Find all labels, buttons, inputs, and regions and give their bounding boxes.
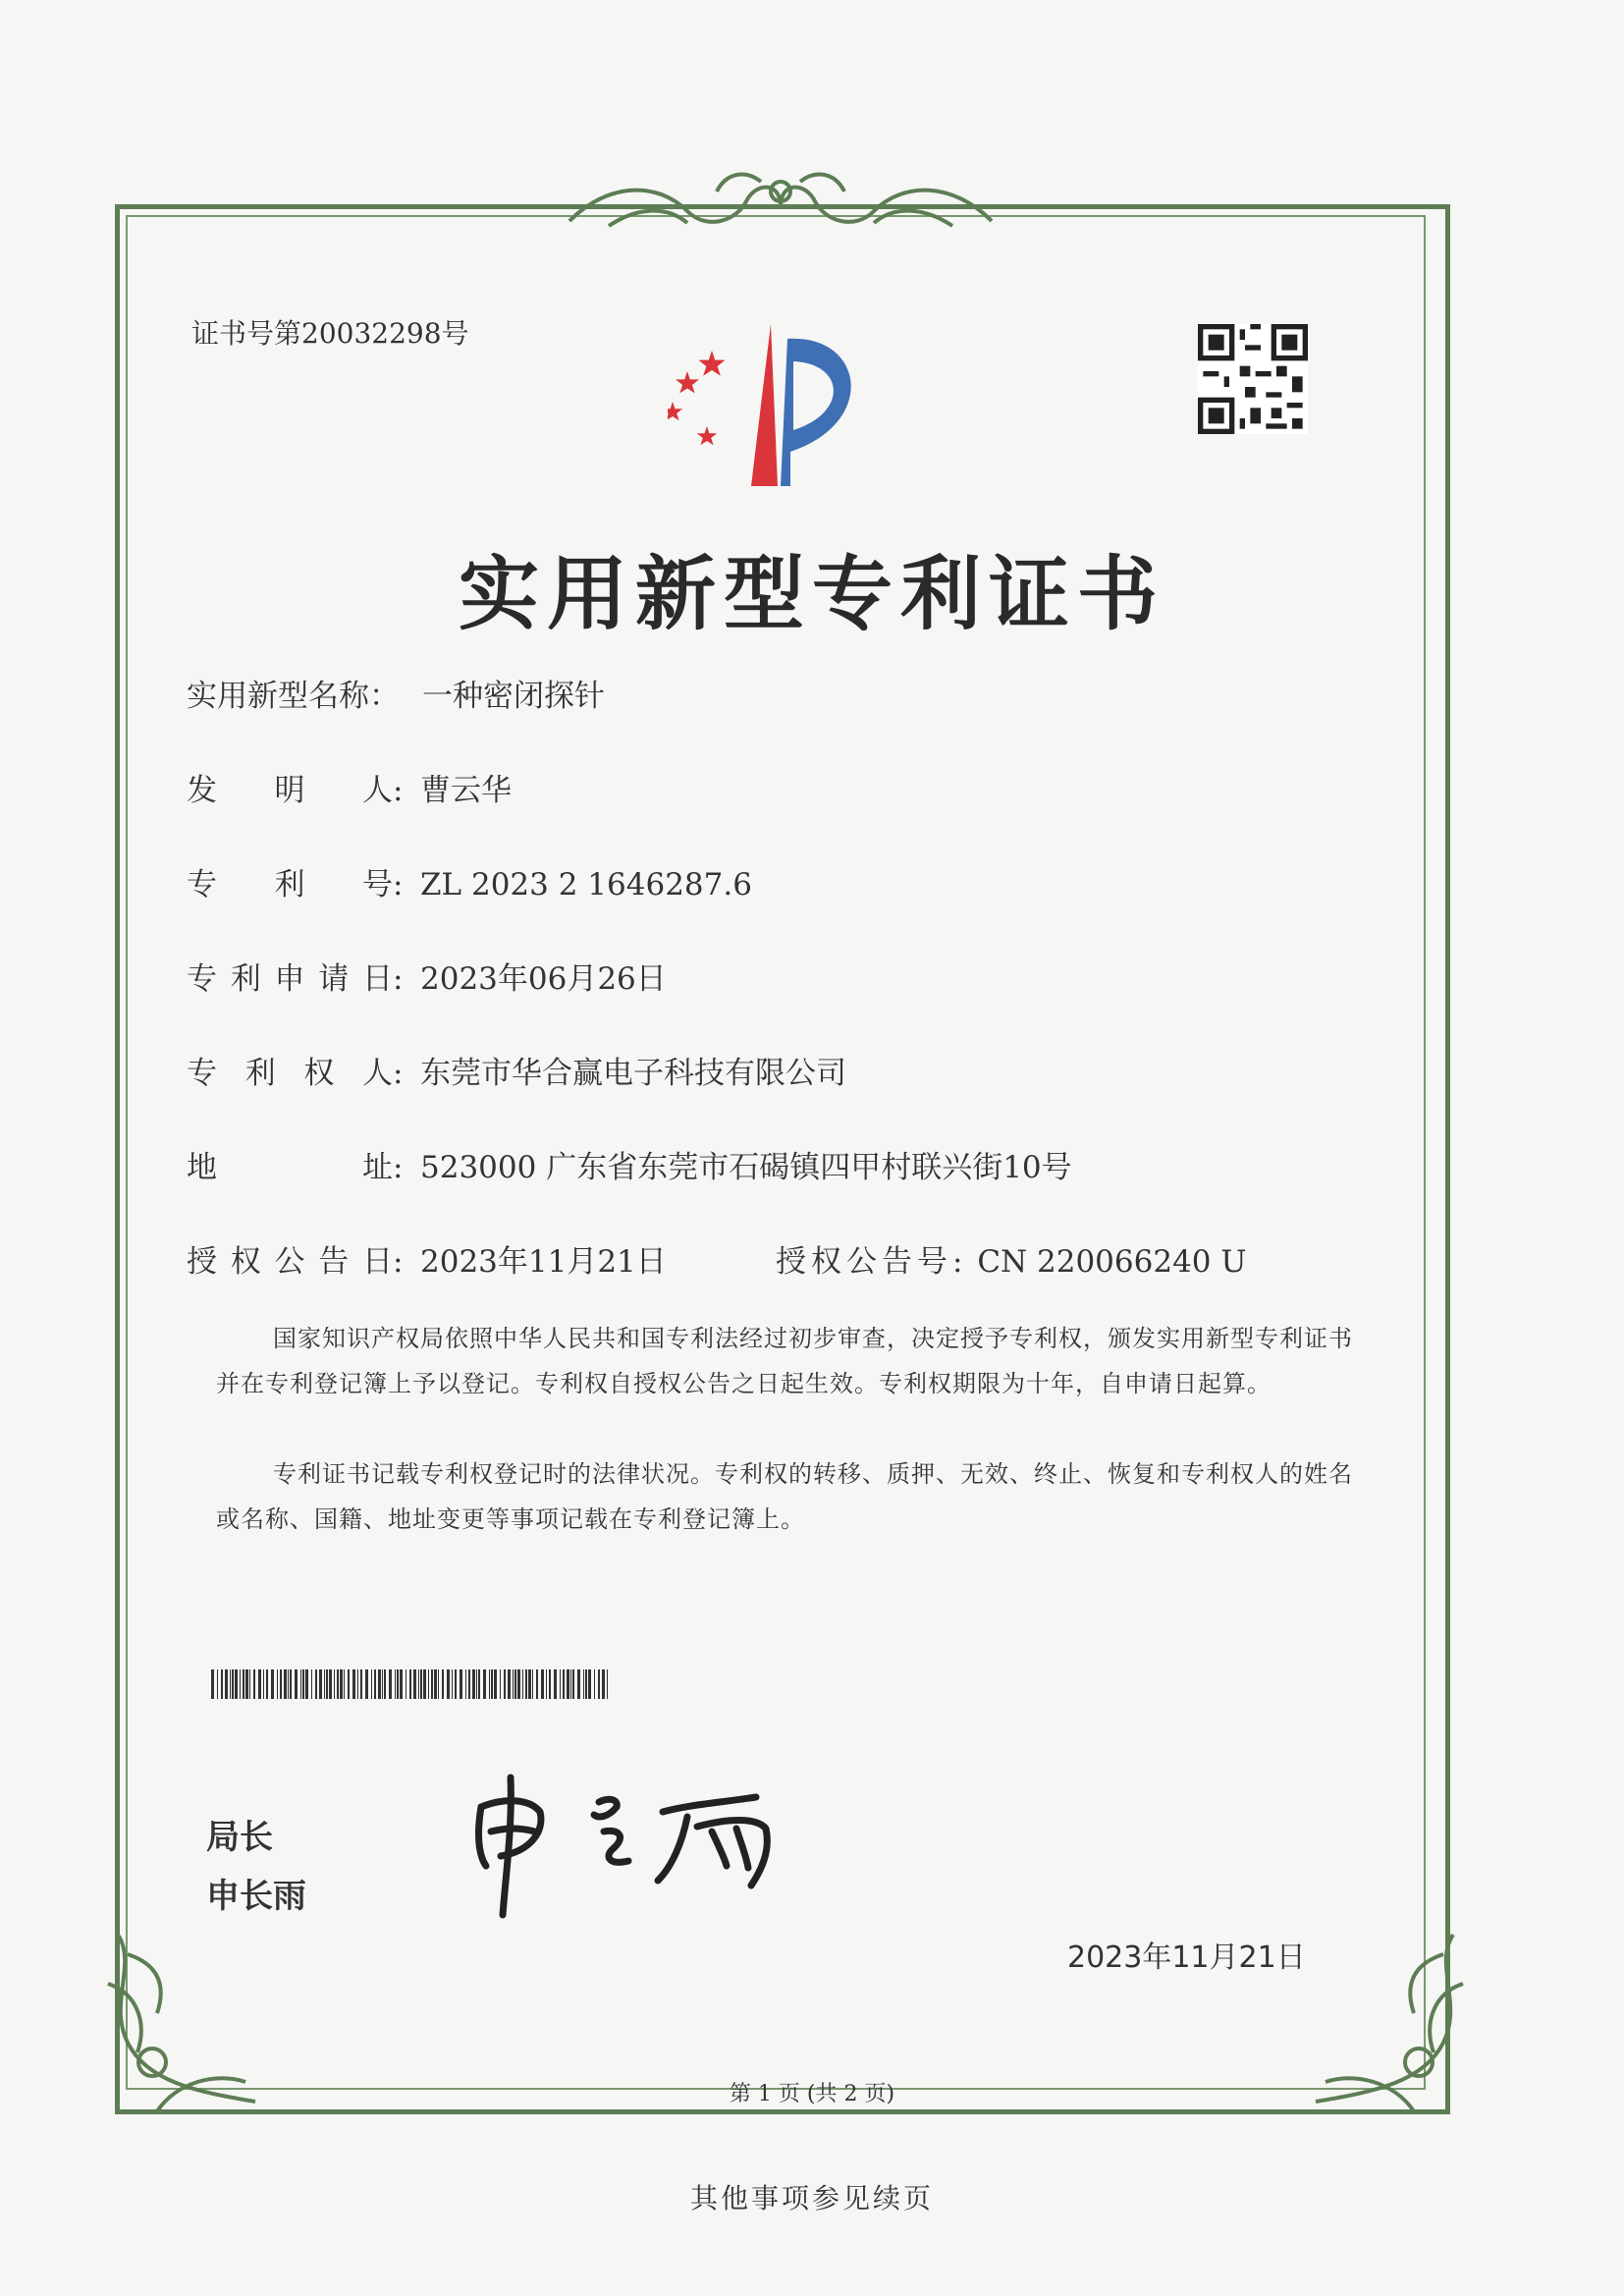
field-label: 专 利 号 : bbox=[187, 867, 404, 902]
page-number: 第 1 页 (共 2 页) bbox=[729, 2082, 895, 2106]
certificate-number: 证书号第20032298号 bbox=[191, 317, 469, 350]
field-value: 曹云华 bbox=[420, 773, 512, 808]
document-title: 实用新型专利证书 bbox=[458, 548, 1165, 641]
field-address bbox=[187, 1142, 1072, 1186]
field-label: 地 址 : bbox=[187, 1150, 404, 1185]
field-value: 东莞市华合赢电子科技有限公司 bbox=[420, 1056, 846, 1091]
field-grant-date bbox=[187, 1236, 667, 1281]
field-value: CN 220066240 U bbox=[977, 1244, 1247, 1280]
field-value: 2023年06月26日 bbox=[420, 961, 667, 997]
signatory-name: 申长雨 bbox=[206, 1877, 306, 1916]
field-label: 发 明 人 : bbox=[187, 773, 404, 808]
field-utility-model-name bbox=[187, 671, 605, 715]
signature-image bbox=[461, 1758, 815, 1925]
qr-code bbox=[1198, 324, 1308, 434]
barcode bbox=[211, 1669, 614, 1699]
field-patentee bbox=[187, 1048, 846, 1092]
paragraph-legal-status: 专利证书记载专利权登记时的法律状况。专利权的转移、质押、无效、终止、恢复和专利权人的姓名或名称、国籍、地址变更等事项记载在专利登记簿上。 bbox=[216, 1460, 1353, 1533]
paragraph-grant-statement: 国家知识产权局依照中华人民共和国专利法经过初步审查，决定授予专利权，颁发实用新型专利证书并在专利登记簿上予以登记。专利权自授权公告之日起生效。专利权期限为十年，自申请日起算。 bbox=[216, 1325, 1353, 1397]
field-value: 一种密闭探针 bbox=[422, 679, 605, 714]
field-value: 2023年11月21日 bbox=[420, 1244, 667, 1280]
signature-date: 2023年11月21日 bbox=[1067, 1941, 1306, 1975]
field-label: 授权公告号: bbox=[776, 1244, 968, 1280]
field-label: 实用新型名称： bbox=[187, 679, 400, 714]
top-ornament bbox=[550, 162, 1011, 246]
signatory-position: 局长 bbox=[206, 1818, 273, 1857]
field-grant-number bbox=[776, 1236, 1247, 1281]
field-label: 授 权 公 告 日 : bbox=[187, 1244, 404, 1280]
field-patent-number bbox=[187, 859, 752, 903]
field-value: 523000 广东省东莞市石碣镇四甲村联兴街10号 bbox=[420, 1150, 1072, 1185]
continued-note: 其他事项参见续页 bbox=[689, 2182, 934, 2214]
field-inventor bbox=[187, 765, 512, 809]
field-label: 专 利 申 请 日 : bbox=[187, 961, 404, 997]
field-value: ZL 2023 2 1646287.6 bbox=[420, 867, 752, 902]
cnipa-logo bbox=[668, 314, 893, 491]
field-label: 专 利 权 人 : bbox=[187, 1056, 404, 1091]
field-filing-date bbox=[187, 954, 667, 998]
